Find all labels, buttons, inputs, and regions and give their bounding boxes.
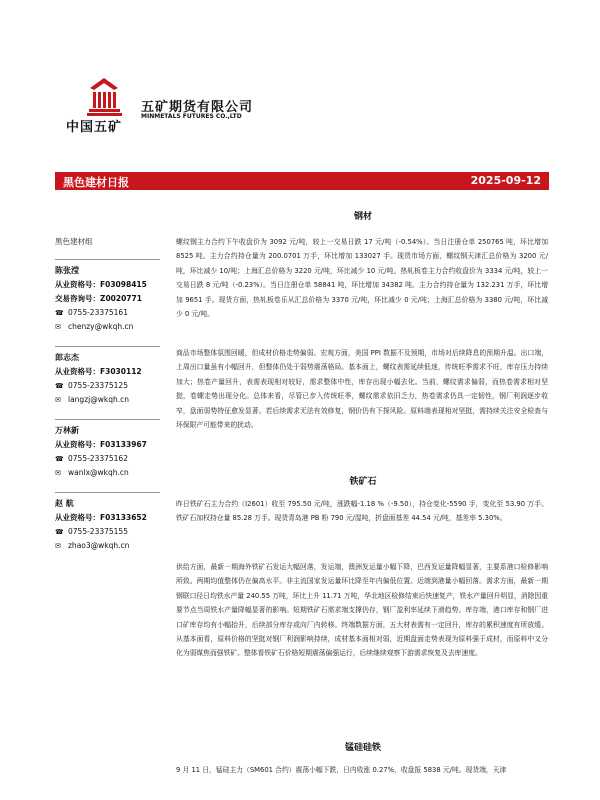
analyst-phone xyxy=(55,452,160,466)
analyst-email[interactable] xyxy=(55,393,160,407)
company-logo xyxy=(66,76,266,156)
analyst-card xyxy=(55,419,160,480)
phone-number: 0755-23375162 xyxy=(68,454,128,463)
email-address[interactable]: wanlx@wkqh.cn xyxy=(68,468,129,477)
analyst-card xyxy=(55,492,160,553)
phone-icon: ☎ xyxy=(55,528,64,536)
analyst-name: 赵 航 xyxy=(55,499,74,508)
phone-icon: ☎ xyxy=(55,309,64,317)
analyst-sidebar xyxy=(55,236,160,553)
phone-number: 0755-23375125 xyxy=(68,381,128,390)
phone-number: 0755-23375155 xyxy=(68,527,128,536)
analyst-card xyxy=(55,259,160,334)
section-title-iron-ore: 铁矿石 xyxy=(349,477,377,487)
email-icon: ✉ xyxy=(55,469,61,477)
email-icon: ✉ xyxy=(55,323,61,331)
analyst-email[interactable] xyxy=(55,320,160,334)
analyst-name: 万林新 xyxy=(55,426,79,435)
phone-icon: ☎ xyxy=(55,455,64,463)
company-name-en: MINMETALS FUTURES CO.,LTD xyxy=(141,113,242,120)
analyst-phone xyxy=(55,525,160,539)
steel-market-paragraph: 螺纹钢主力合约下午收盘价为 3092 元/吨，较上一交易日跌 17 元/吨（-0.54%）。当日注册仓单 250765 吨，环比增加 8525 吨。主力合约持仓量为 200.0701 万手，环比增加 133027 手。现货市场方面，螺纹钢天津汇总价格为 3200 元/吨，环比减少 10/吨；上海汇总价格为 3220 元/吨，环比减少 10 元/吨。热轧板卷主力合约收盘价为 3334 元/吨，较上一交易日跌 8 元/吨（-0.23%）。当日注册仓单 58841 吨，环比增加 34382 吨。主力合约持仓量为 132.231 万手，环比增加 9651 手。现货方面，热轧板卷乐从汇总价格为 3370 元/吨，环比减少 0 元/吨；上海汇总价格为 3380 元/吨，环比减少 0 元/吨。 xyxy=(176,238,548,319)
section-title-steel: 钢材 xyxy=(353,212,372,222)
report-banner xyxy=(55,172,549,190)
analyst-card xyxy=(55,346,160,407)
company-name-cn: 五矿期货有限公司 xyxy=(141,100,254,115)
report-title: 黑色建材日报 xyxy=(63,176,129,189)
ferroalloy-market-paragraph: 9 月 11 日，锰硅主力（SM601 合约）震荡小幅下跌，日内收涨 0.27%，收盘报 5838 元/吨。现货端，天津 xyxy=(176,766,507,774)
analyst-phone xyxy=(55,306,160,320)
analyst-consult-cert: 交易咨询号：Z0020771 xyxy=(55,294,142,303)
phone-number: 0755-23375161 xyxy=(68,308,128,317)
analyst-cert: 从业资格号：F03133967 xyxy=(55,440,147,449)
analyst-email[interactable] xyxy=(55,466,160,480)
minmetals-emblem-icon xyxy=(84,76,124,118)
iron-ore-market-paragraph: 昨日铁矿石主力合约（I2601）收至 795.50 元/吨，涨跌幅-1.18 %（-9.50），持仓变化-5590 手，变化至 53.90 万手。铁矿石加权持仓量 85.28 万手。现货青岛港 PB 粉 790 元/湿吨，折盘面基差 44.54 元/吨，基差率 5.30%。 xyxy=(176,500,548,523)
logo-chinese-name: 中国五矿 xyxy=(66,120,123,135)
steel-analysis-paragraph: 商品市场整体氛围回暖，但成材价格走势偏弱。宏观方面，美国 PPI 数据不及预期，市场对后续降息的预期升温。出口端，上周出口量虽有小幅回升，但整体仍处于弱势震荡格局。基本面上，螺纹表需延续低迷，传统旺季需求不旺，库存压力持续加大；热卷产量回升，表需表现相对较好，需求整体中性，库存出现小幅去化。当前，螺纹需求偏弱，而热卷需求相对坚挺，卷螺走势出现分化。总体来看，尽管已步入传统旺季，螺纹需求依旧乏力，热卷需求仍具一定韧性，钢厂利润逐步收窄，盘面弱势特征愈发显著。若后续需求无法有效修复，钢价仍有下探风险。原料端表现相对坚挺，需持续关注安全检查与环保限产可能带来的扰动。 xyxy=(176,349,548,430)
iron-ore-analysis-paragraph: 供给方面，最新一期海外铁矿石发运大幅回落，发运端，澳洲发运量小幅下降，巴西发运量降幅显著，主要系港口检修影响所致。两期均值整体仍在偏高水平。非主流国家发运量环比降至年内偏低位置。近端到港量小幅回落。需求方面，最新一期钢联口径日均铁水产量 240.55 万吨，环比上升 11.71 万吨，华北地区检修结束后快速复产，铁水产量回升明显，消除因重要节点当周铁水产量降幅显著的影响。短期铁矿石需求端支撑仍存，钢厂盈利率延续下滑趋势。库存端，港口库存和钢厂进口矿库存均有小幅抬升，后续部分库存或向厂内转移。终端数据方面，五大材表需有一定回升，库存的累积速度有所放缓。从基本面看，原料价格的坚挺对钢厂利润影响持续，成材基本面相对弱，近期盘面走势表现为原料强于成材，而原料中又分化为弱煤焦而强铁矿。整体看铁矿石价格短期震荡偏强运行，后续继续观察下游需求恢复及去库速度。 xyxy=(176,563,548,658)
analyst-cert: 从业资格号：F3030112 xyxy=(55,367,142,376)
email-icon: ✉ xyxy=(55,542,61,550)
report-date: 2025-09-12 xyxy=(470,174,541,187)
analyst-cert: 从业资格号：F03098415 xyxy=(55,280,147,289)
analyst-email[interactable] xyxy=(55,539,160,553)
team-name: 黑色建材组 xyxy=(55,237,93,246)
email-address[interactable]: zhao3@wkqh.cn xyxy=(68,541,130,550)
section-title-ferroalloy: 锰硅硅铁 xyxy=(344,743,381,753)
email-icon: ✉ xyxy=(55,396,61,404)
analyst-name: 陈张滢 xyxy=(55,266,79,275)
phone-icon: ☎ xyxy=(55,382,64,390)
email-address[interactable]: chenzy@wkqh.cn xyxy=(68,322,134,331)
analyst-cert: 从业资格号：F03133652 xyxy=(55,513,147,522)
analyst-name: 郎志杰 xyxy=(55,353,79,362)
email-address[interactable]: langzj@wkqh.cn xyxy=(68,395,129,404)
analyst-phone xyxy=(55,379,160,393)
